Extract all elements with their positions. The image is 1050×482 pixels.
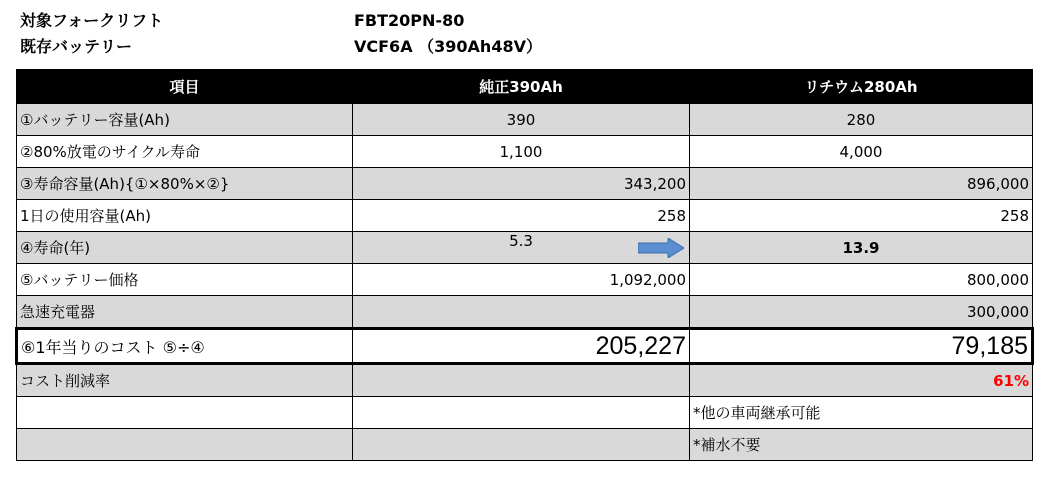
table-row [17,136,1033,168]
row-label: ①バッテリー容量(Ah) [17,104,353,136]
genuine-value: 1,092,000 [353,264,690,296]
table-header-row [17,70,1033,104]
lithium-value: 4,000 [690,136,1033,168]
table-row [17,200,1033,232]
right-arrow-icon [638,238,684,258]
table-row [17,264,1033,296]
genuine-value [353,364,690,397]
genuine-value [353,429,690,461]
lithium-value: 280 [690,104,1033,136]
table-row [17,104,1033,136]
row-label: ④寿命(年) [17,232,353,264]
genuine-value: 258 [353,200,690,232]
genuine-value: 343,200 [353,168,690,200]
column-header-item: 項目 [17,70,353,104]
forklift-value: FBT20PN-80 [354,11,465,30]
forklift-label: 対象フォークリフト [20,11,164,30]
genuine-value: 5.3 [509,232,533,250]
battery-label: 既存バッテリー [20,37,133,56]
lithium-value: 258 [690,200,1033,232]
row-label: コスト削減率 [17,364,353,397]
row-label: ②80%放電のサイクル寿命 [17,136,353,168]
row-label: ⑥1年当りのコスト ⑤÷④ [17,329,353,364]
row-label: 1日の使用容量(Ah) [17,200,353,232]
genuine-value: 1,100 [353,136,690,168]
battery-value: VCF6A （390Ah48V） [354,37,542,56]
lithium-value: 13.9 [690,232,1033,264]
lithium-annual-cost: 79,185 [690,329,1033,364]
lithium-value: 800,000 [690,264,1033,296]
lithium-value: 896,000 [690,168,1033,200]
table-row [17,429,1033,461]
table-row [17,232,1033,264]
column-header-lithium: リチウム280Ah [690,70,1033,104]
cost-comparison-table [15,69,1034,461]
table-row [17,397,1033,429]
row-label [17,429,353,461]
genuine-annual-cost: 205,227 [353,329,690,364]
genuine-value [353,296,690,329]
table-row [17,168,1033,200]
row-label: 急速充電器 [17,296,353,329]
genuine-value-cell [353,232,690,264]
annual-cost-row [17,329,1033,364]
lithium-note: *他の車両継承可能 [690,397,1033,429]
column-header-genuine: 純正390Ah [353,70,690,104]
row-label [17,397,353,429]
lithium-note: *補水不要 [690,429,1033,461]
row-label: ③寿命容量(Ah){①×80%×②} [17,168,353,200]
genuine-value [353,397,690,429]
cost-reduction-rate: 61% [690,364,1033,397]
row-label: ⑤バッテリー価格 [17,264,353,296]
table-row [17,364,1033,397]
genuine-value: 390 [353,104,690,136]
lithium-value: 300,000 [690,296,1033,329]
table-row [17,296,1033,329]
